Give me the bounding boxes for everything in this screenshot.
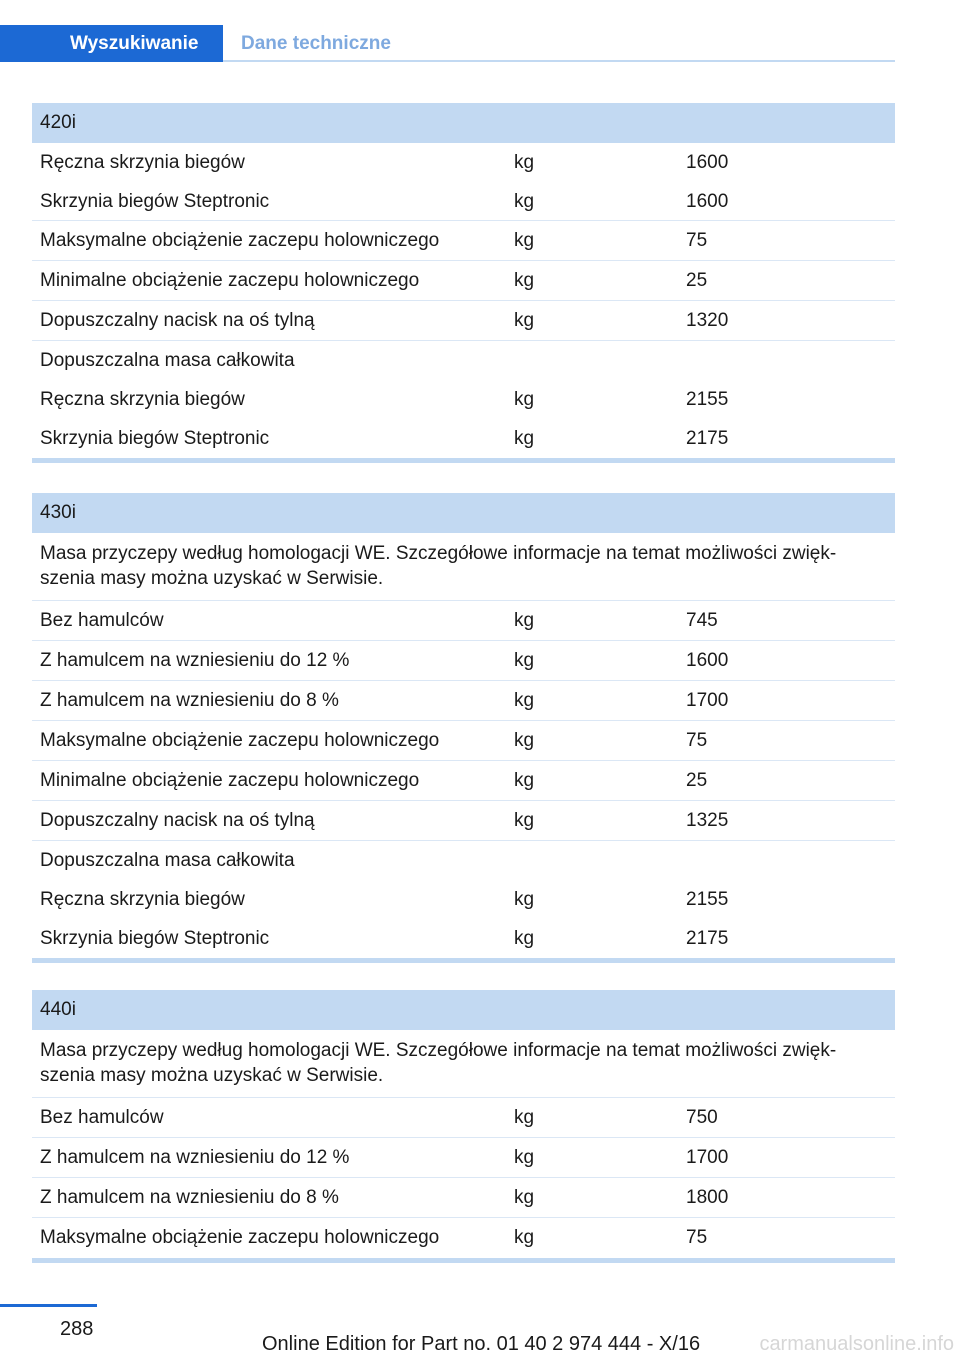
chapter-nav (0, 25, 895, 62)
spec-table-440i (32, 990, 895, 1263)
table-row: Maksymalne obciążenie zaczepu holowniczego kg 75 (32, 221, 895, 261)
table-row: Dopuszczalny nacisk na oś tylną kg 1325 (32, 801, 895, 841)
spec-table-430i (32, 493, 895, 963)
table-row: Ręczna skrzynia biegów kg 1600 (40, 152, 729, 173)
table-header: 440i (32, 990, 895, 1030)
tab-technical-data[interactable]: Dane techniczne (241, 33, 391, 54)
edition-footer: Online Edition for Part no. 01 40 2 974 444 - X/16 (262, 1333, 701, 1355)
table-row: Skrzynia biegów Steptronic kg 1600 (32, 182, 895, 221)
table-row: Maksymalne obciążenie zaczepu holowniczego kg 75 (40, 1227, 708, 1248)
table-row: Dopuszczalny nacisk na oś tylną kg 1320 (32, 301, 895, 341)
table-row: Minimalne obciążenie zaczepu holowniczego kg 25 (32, 261, 895, 301)
tab-search[interactable]: Wyszukiwanie (0, 25, 223, 62)
table-row: Ręczna skrzynia biegów kg 2155 (40, 889, 729, 910)
watermark: carmanualsonline.info (759, 1333, 954, 1355)
table-row: Ręczna skrzynia biegów kg 2155 (40, 389, 729, 410)
page-number: 288 (60, 1318, 94, 1340)
table-row: Bez hamulców kg 745 (32, 601, 895, 641)
table-row: Dopuszczalna masa całkowita (40, 350, 295, 371)
table-header: 430i (32, 493, 895, 533)
table-row: Z hamulcem na wzniesieniu do 12 % kg 1700 (32, 1138, 895, 1178)
table-note: Masa przyczepy według homologacji WE. Szczegółowe informacje na temat możliwości zwięk-szenia masy można uzyskać w Serwisie. (32, 1030, 895, 1098)
table-row: Skrzynia biegów Steptronic kg 2175 (40, 928, 729, 949)
table-row: Z hamulcem na wzniesieniu do 8 % kg 1700 (32, 681, 895, 721)
table-row: Minimalne obciążenie zaczepu holowniczego kg 25 (32, 761, 895, 801)
table-row: Skrzynia biegów Steptronic kg 2175 (40, 428, 729, 449)
table-row: Bez hamulców kg 750 (32, 1098, 895, 1138)
table-header: 420i (32, 103, 895, 143)
table-row: Z hamulcem na wzniesieniu do 12 % kg 1600 (32, 641, 895, 681)
table-row: Z hamulcem na wzniesieniu do 8 % kg 1800 (32, 1178, 895, 1218)
page-number-rule (0, 1304, 97, 1307)
table-row: Dopuszczalna masa całkowita (40, 850, 295, 871)
table-note: Masa przyczepy według homologacji WE. Szczegółowe informacje na temat możliwości zwięk-szenia masy można uzyskać w Serwisie. (32, 533, 895, 601)
spec-table-420i (32, 103, 895, 463)
table-row: Maksymalne obciążenie zaczepu holowniczego kg 75 (32, 721, 895, 761)
